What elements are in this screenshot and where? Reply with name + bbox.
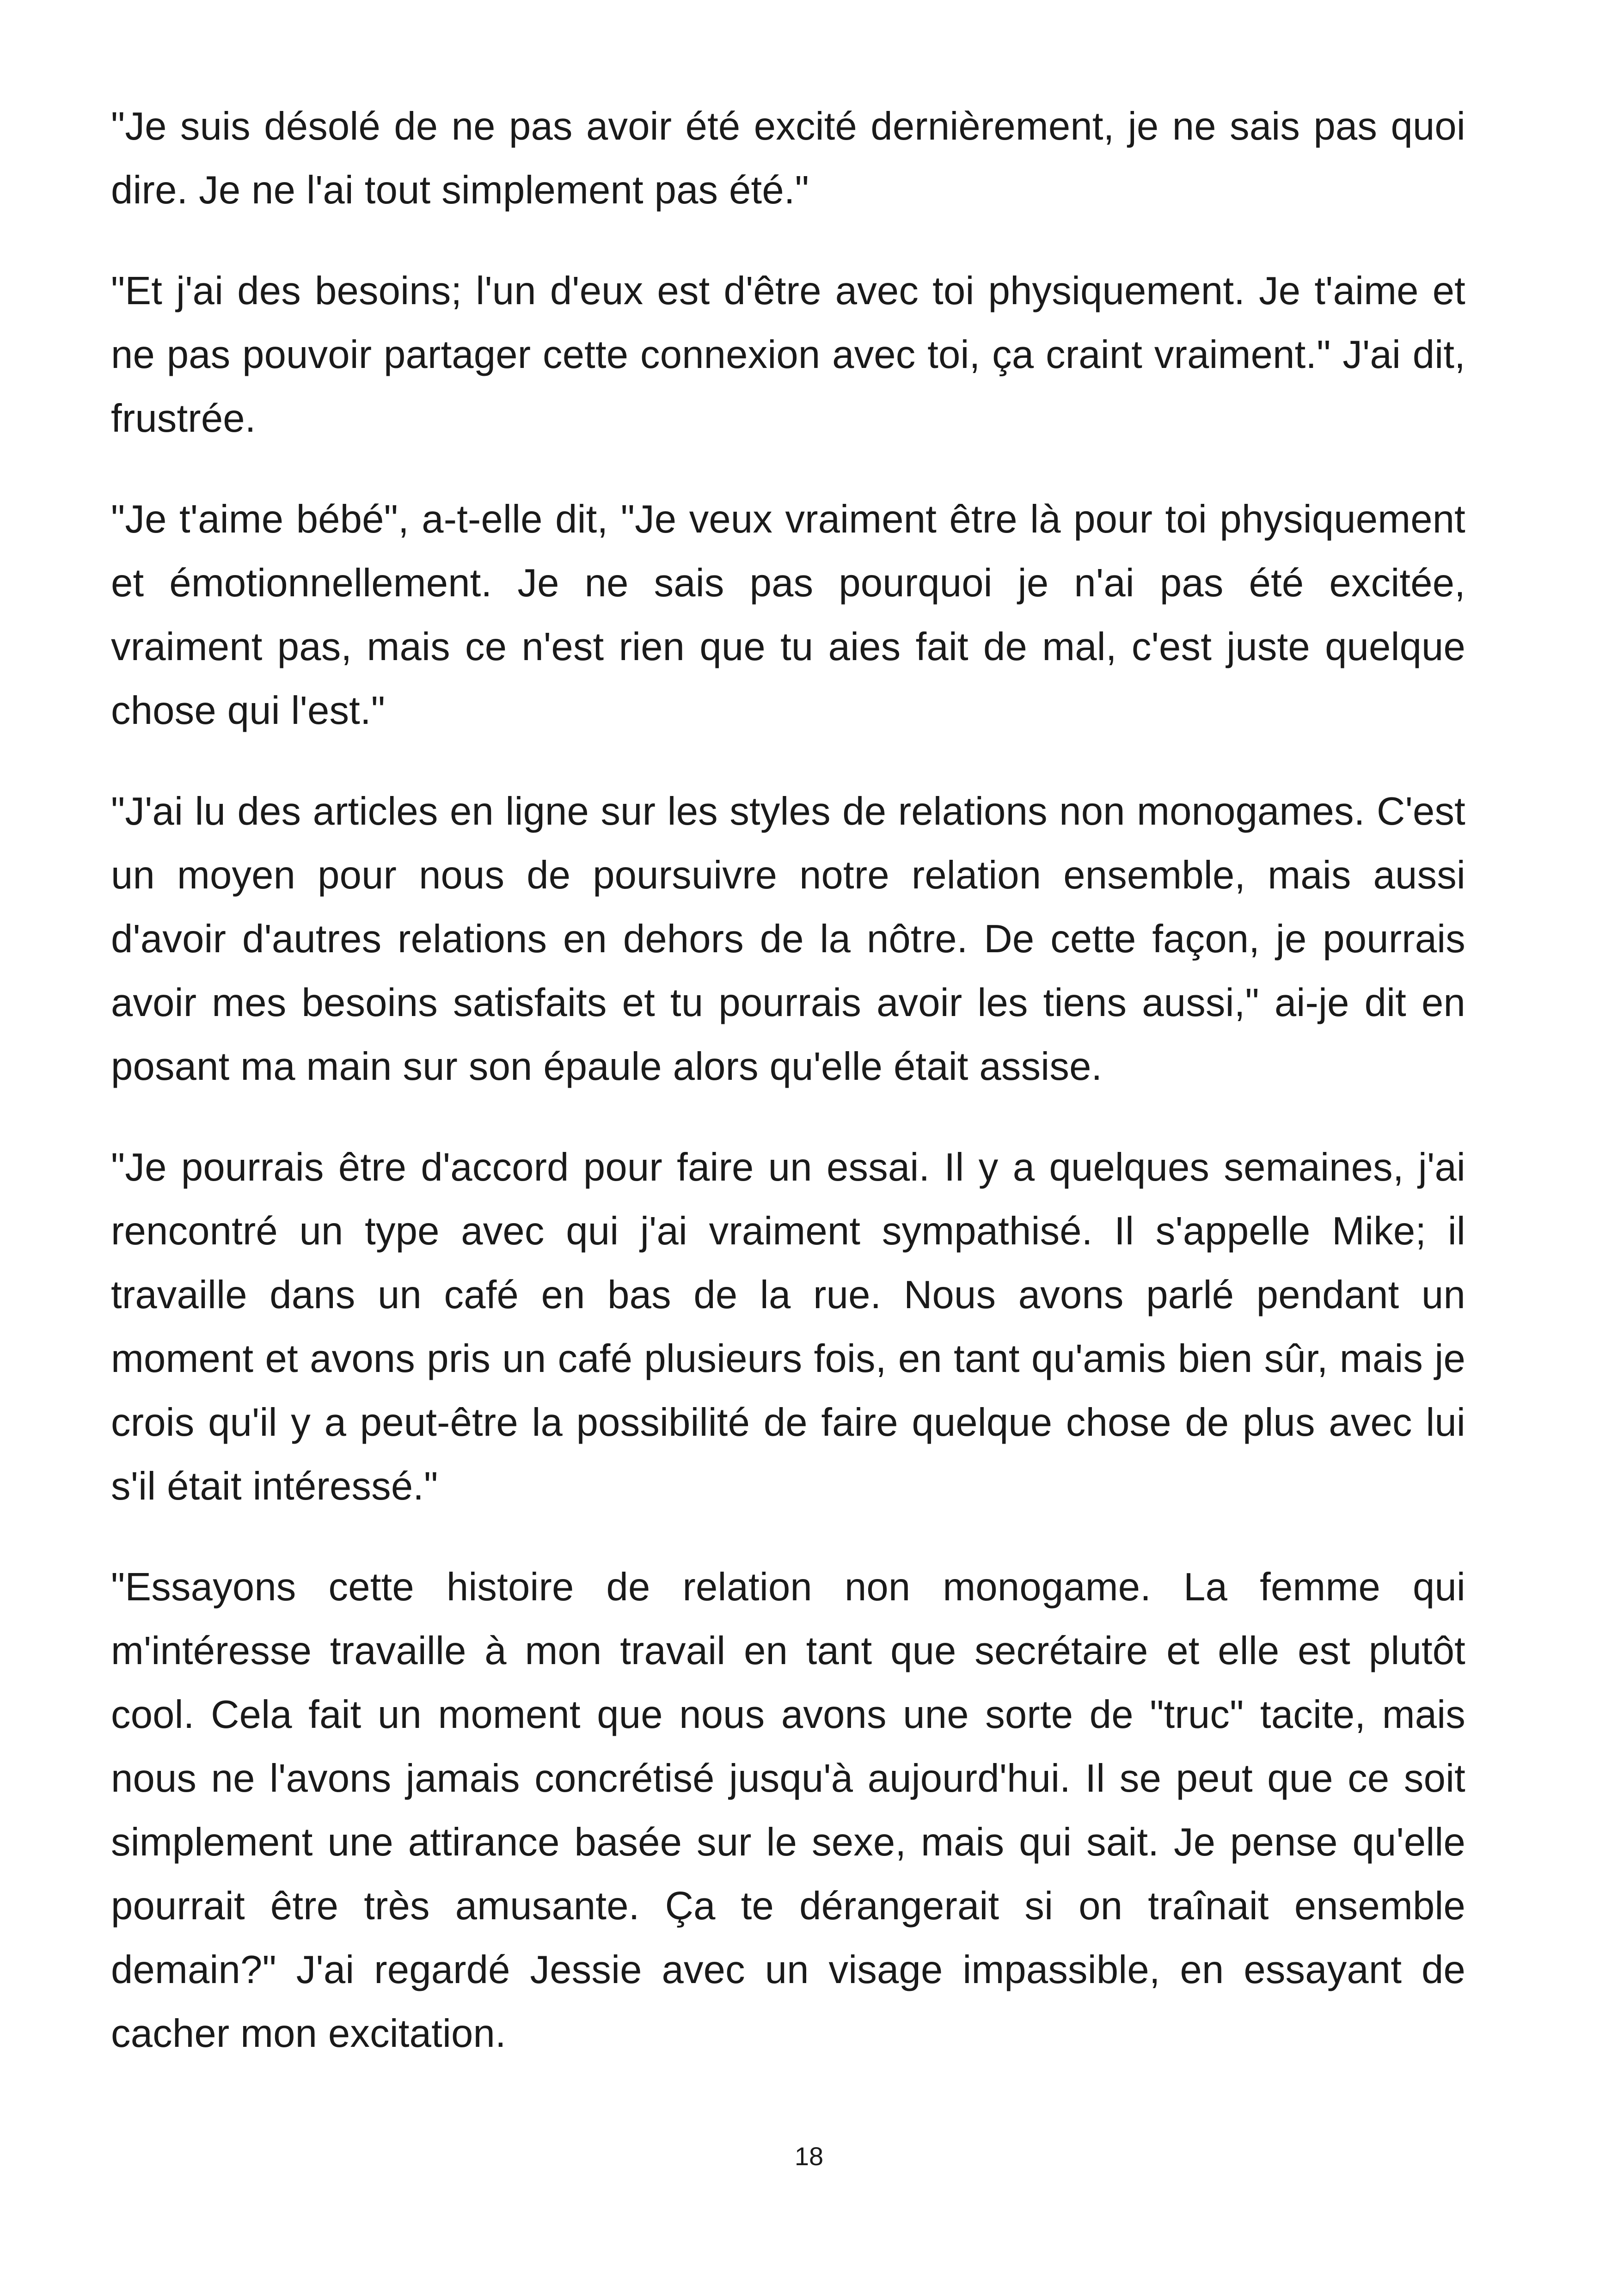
paragraph: "Et j'ai des besoins; l'un d'eux est d'être avec toi physiquement. Je t'aime et ne pas pouvoir partager cette connexion avec toi, ça craint vraiment." J'ai dit, frustrée. [111,269,1465,441]
paragraph: "Je suis désolé de ne pas avoir été excité dernièrement, je ne sais pas quoi dire. Je ne l'ai tout simplement pas été." [111,104,1465,212]
body-text [111,95,1465,2103]
paragraph: "Je t'aime bébé", a-t-elle dit, "Je veux vraiment être là pour toi physiquement et émotionnellement. Je ne sais pas pourquoi je n'ai pas été excitée, vraiment pas, mais ce n'est rien que tu aies fait de mal, c'est juste quelque chose qui l'est." [111,497,1465,733]
paragraph: "Essayons cette histoire de relation non monogame. La femme qui m'intéresse travaille à mon travail en tant que secrétaire et elle est plutôt cool. Cela fait un moment que nous avons une sorte de "truc" tacite, mais nous ne l'avons jamais concrétisé jusqu'à aujourd'hui. Il se peut que ce soit simplement une attirance basée sur le sexe, mais qui sait. Je pense qu'elle pourrait être très amusante. Ça te dérangerait si on traînait ensemble demain?" J'ai regardé Jessie avec un visage impassible, en essayant de cacher mon excitation. [111,1565,1465,2056]
page-number: 18 [794,2142,824,2171]
paragraph: "Je pourrais être d'accord pour faire un essai. Il y a quelques semaines, j'ai rencontré un type avec qui j'ai vraiment sympathisé. Il s'appelle Mike; il travaille dans un café en bas de la rue. Nous avons parlé pendant un moment et avons pris un café plusieurs fois, en tant qu'amis bien sûr, mais je crois qu'il y a peut-être la possibilité de faire quelque chose de plus avec lui s'il était intéressé." [111,1145,1465,1508]
paragraph: "J'ai lu des articles en ligne sur les styles de relations non monogames. C'est un moyen pour nous de poursuivre notre relation ensemble, mais aussi d'avoir d'autres relations en dehors de la nôtre. De cette façon, je pourrais avoir mes besoins satisfaits et tu pourrais avoir les tiens aussi," ai-je dit en posant ma main sur son épaule alors qu'elle était assise. [111,790,1465,1089]
